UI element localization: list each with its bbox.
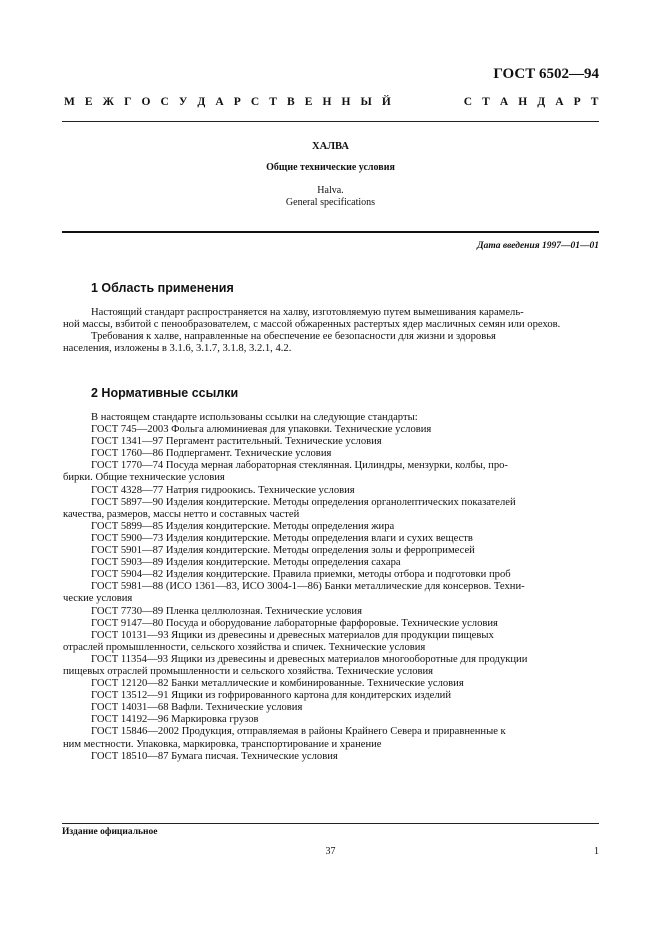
reference-line: ГОСТ 5897—90 Изделия кондитерские. Методы определения органолептических показателей — [91, 496, 516, 508]
reference-item — [91, 448, 599, 460]
section-1-paragraph-1 — [63, 307, 599, 331]
reference-line: ГОСТ 7730—89 Пленка целлюлозная. Технические условия — [91, 605, 362, 617]
reference-item — [91, 545, 599, 557]
reference-item — [63, 581, 599, 605]
reference-item — [91, 436, 599, 448]
reference-line: ГОСТ 5901—87 Изделия кондитерские. Методы определения золы и ферропримесей — [91, 545, 475, 557]
reference-item — [91, 485, 599, 497]
reference-line: ГОСТ 1760—86 Подпергамент. Технические условия — [91, 448, 332, 460]
reference-item — [63, 460, 599, 484]
paragraph-1-first-line: Настоящий стандарт распространяется на халву, изготовляемую путем вымешивания карамель- — [91, 307, 524, 318]
standard-word: С Т А Н Д А Р Т — [463, 96, 599, 108]
reference-line: ГОСТ 10131—93 Ящики из древесины и древесных материалов для продукции пищевых — [91, 629, 494, 641]
bottom-divider — [62, 823, 599, 824]
reference-item — [63, 726, 599, 750]
reference-line: ГОСТ 12120—82 Банки металлические и комбинированные. Технические условия — [91, 678, 464, 690]
section-1-heading: 1 Область применения — [91, 281, 234, 295]
english-title-sub: General specifications — [285, 197, 376, 208]
page-number: 37 — [325, 846, 336, 857]
paragraph-2-first-line: Требования к халве, направленные на обеспечение ее безопасности для жизни и здоровья — [91, 331, 496, 343]
reference-continuation: ним местности. Упаковка, маркировка, транспортирование и хранение — [63, 738, 382, 750]
reference-line: ГОСТ 1341—97 Пергамент растительный. Технические условия — [91, 436, 382, 448]
reference-item — [91, 678, 599, 690]
official-edition-label: Издание официальное — [62, 827, 158, 837]
reference-line: ГОСТ 18510—87 Бумага писчая. Технические условия — [91, 750, 338, 762]
section-2-heading: 2 Нормативные ссылки — [91, 386, 239, 400]
reference-continuation: бирки. Общие технические условия — [63, 472, 225, 484]
document-title: ХАЛВА — [312, 141, 349, 152]
reference-item — [91, 702, 599, 714]
reference-item — [91, 533, 599, 545]
paragraph-2-continuation: населения, изложены в 3.1.6, 3.1.7, 3.1.8, 3.2.1, 4.2. — [63, 343, 292, 355]
reference-continuation: ческие условия — [63, 593, 133, 605]
reference-item — [91, 557, 599, 569]
thick-divider — [62, 231, 599, 233]
reference-line: ГОСТ 11354—93 Ящики из древесины и древесных материалов многооборотные для продукции — [91, 653, 528, 665]
reference-line: ГОСТ 5904—82 Изделия кондитерские. Правила приемки, методы отбора и подготовки проб — [91, 569, 511, 581]
reference-item — [91, 751, 599, 763]
reference-continuation: отраслей промышленности, сельского хозяйства и спичек. Технические условия — [63, 641, 426, 653]
reference-item — [91, 714, 599, 726]
reference-item — [91, 606, 599, 618]
top-divider — [62, 121, 599, 122]
references-intro: В настоящем стандарте использованы ссылки на следующие стандарты: — [91, 412, 418, 423]
normative-references-list — [63, 412, 599, 763]
introduction-date: Дата введения 1997—01—01 — [477, 241, 599, 251]
reference-line: ГОСТ 15846—2002 Продукция, отправляемая в районы Крайнего Севера и приравненные к — [91, 726, 506, 738]
reference-item — [63, 629, 599, 654]
reference-continuation: качества, размеров, массы нетто и составных частей — [63, 508, 300, 520]
interstate-word: М Е Ж Г О С У Д А Р С Т В Е Н Н Ы Й — [64, 96, 392, 108]
reference-item — [91, 569, 599, 581]
interstate-standard-banner — [64, 96, 599, 108]
reference-line: ГОСТ 13512—91 Ящики из гофрированного картона для кондитерских изделий — [91, 690, 451, 702]
section-1-paragraph-2 — [63, 331, 599, 355]
reference-line: ГОСТ 4328—77 Натрия гидроокись. Технические условия — [91, 484, 355, 496]
document-code: ГОСТ 6502—94 — [493, 66, 599, 82]
references-container — [63, 424, 599, 763]
reference-item — [63, 653, 599, 678]
reference-line: ГОСТ 745—2003 Фольга алюминиевая для упаковки. Технические условия — [91, 424, 432, 436]
paragraph-1-continuation: ной массы, взбитой с пенообразователем, с массой обжаренных растертых ядер масличных семян или орехов. — [63, 319, 561, 331]
reference-line: ГОСТ 14192—96 Маркировка грузов — [91, 714, 259, 726]
document-subtitle: Общие технические условия — [266, 162, 395, 173]
reference-item — [91, 618, 599, 630]
reference-item — [91, 690, 599, 702]
reference-line: ГОСТ 5900—73 Изделия кондитерские. Методы определения влаги и сухих веществ — [91, 532, 473, 544]
reference-item — [91, 521, 599, 533]
english-title-main: Halva. — [317, 185, 344, 196]
reference-line: ГОСТ 5903—89 Изделия кондитерские. Методы определения сахара — [91, 557, 401, 569]
sheet-number: 1 — [594, 846, 599, 857]
reference-line: ГОСТ 9147—80 Посуда и оборудование лабораторные фарфоровые. Технические условия — [91, 617, 498, 629]
reference-line: ГОСТ 5981—88 (ИСО 1361—83, ИСО 3004-1—86) Банки металлические для консервов. Техни- — [91, 581, 525, 593]
section-1-body — [63, 307, 599, 355]
english-title — [62, 185, 599, 209]
reference-item — [63, 496, 599, 521]
reference-item — [91, 424, 599, 436]
reference-line: ГОСТ 1770—74 Посуда мерная лабораторная стеклянная. Цилиндры, мензурки, колбы, про- — [91, 460, 508, 472]
reference-line: ГОСТ 14031—68 Вафли. Технические условия — [91, 702, 303, 714]
reference-continuation: пищевых отраслей промышленности и сельского хозяйства. Технические условия — [63, 665, 434, 677]
reference-line: ГОСТ 5899—85 Изделия кондитерские. Методы определения жира — [91, 520, 395, 532]
